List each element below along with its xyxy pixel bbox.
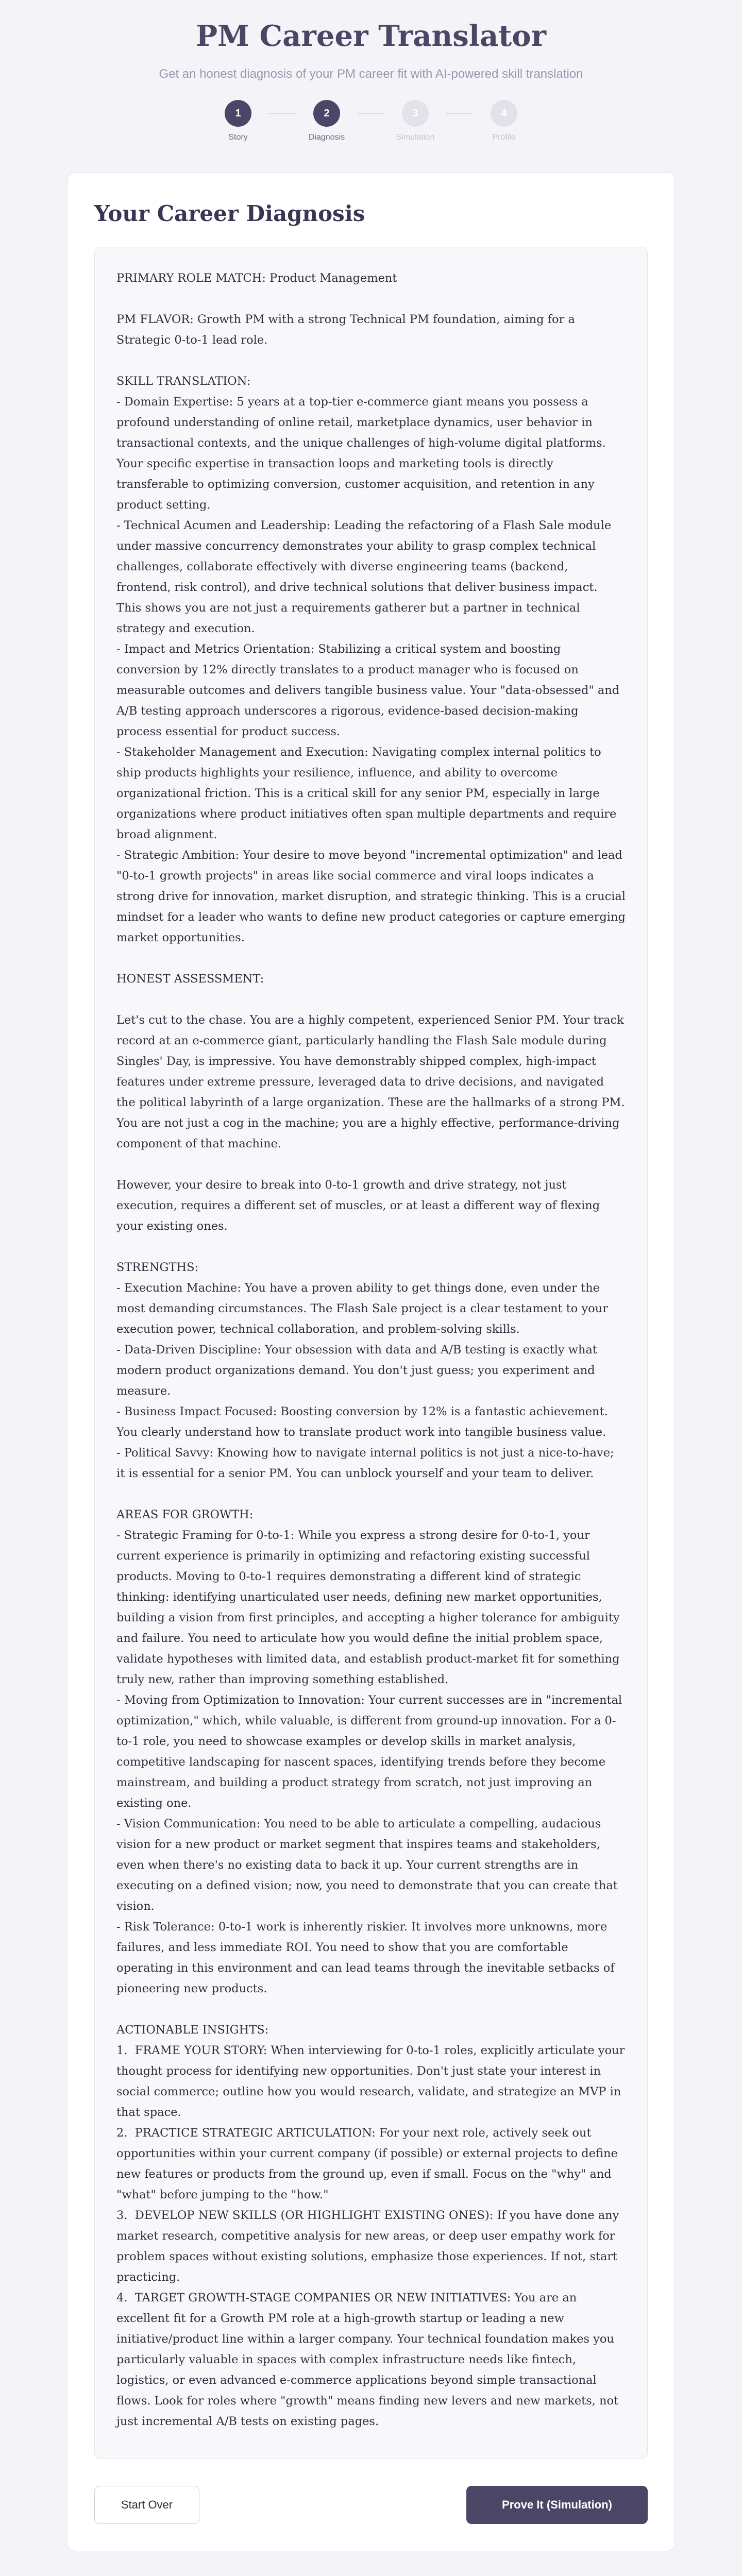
- step-connector: [446, 113, 473, 114]
- step-diagnosis[interactable]: [296, 100, 358, 142]
- step-number: 2: [313, 100, 340, 127]
- step-simulation: [384, 100, 446, 142]
- step-label: Profile: [492, 133, 516, 142]
- progress-stepper: [0, 100, 742, 142]
- step-number: 4: [491, 100, 517, 127]
- diagnosis-title: Your Career Diagnosis: [94, 201, 365, 226]
- start-over-button[interactable]: Start Over: [94, 2486, 199, 2524]
- diagnosis-text: PRIMARY ROLE MATCH: Product Management PM FLAVOR: Growth PM with a strong Technical PM foundation, aiming for a Strategic 0-to-1 lead role. SKILL TRANSLATION: - Domain Expertise: 5 years at a top-tier e-commerce giant means you possess a profound understanding of online retail, marketplace dynamics, user behavior in transactional contexts, and the unique challenges of high-volume digital platforms. Your specific expertise in transaction loops and marketing tools is directly transferable to optimizing conversion, customer acquisition, and retention in any product setting. - Technical Acumen and Leadership: Leading the refactoring of a Flash Sale module under massive concurrency demonstrates your ability to grasp complex technical challenges, collaborate effectively with diverse engineering teams (backend, frontend, risk control), and drive technical solutions that deliver business impact. This shows you are not just a requirements gatherer but a partner in technical strategy and execution. - Impact and Metrics Orientation: Stabilizing a critical system and boosting conversion by 12% directly translates to a product manager who is focused on measurable outcomes and delivers tangible business value. Your "data-obsessed" and A/B testing approach underscores a rigorous, evidence-based decision-making process essential for product success. - Stakeholder Management and Execution: Navigating complex internal politics to ship products highlights your resilience, influence, and ability to overcome organizational friction. This is a critical skill for any senior PM, especially in large organizations where product initiatives often span multiple departments and require broad alignment. - Strategic Ambition: Your desire to move beyond "incremental optimization" and lead "0-to-1 growth projects" in areas like social commerce and viral loops indicates a strong drive for innovation, market disruption, and strategic thinking. This is a crucial mindset for a leader who wants to define new product categories or capture emerging market opportunities. HONEST ASSESSMENT: Let's cut to the chase. You are a highly competent, experienced Senior PM. Your track record at an e-commerce giant, particularly handling the Flash Sale module during Singles' Day, is impressive. You have demonstrably shipped complex, high-impact features under extreme pressure, leveraged data to drive decisions, and navigated the political labyrinth of a large organization. These are the hallmarks of a strong PM. You are not just a cog in the machine; you are a highly effective, performance-driving component of that machine. However, your desire to break into 0-to-1 growth and drive strategy, not just execution, requires a different set of muscles, or at least a different way of flexing your existing ones. STRENGTHS: - Execution Machine: You have a proven ability to get things done, even under the most demanding circumstances. The Flash Sale project is a clear testament to your execution power, technical collaboration, and problem-solving skills. - Data-Driven Discipline: Your obsession with data and A/B testing is exactly what modern product organizations demand. You don't just guess; you experiment and measure. - Business Impact Focused: Boosting conversion by 12% is a fantastic achievement. You clearly understand how to translate product work into tangible business value. - Political Savvy: Knowing how to navigate internal politics is not just a nice-to-have; it is essential for a senior PM. You can unblock yourself and your team to deliver. AREAS FOR GROWTH: - Strategic Framing for 0-to-1: While you express a strong desire for 0-to-1, your current experience is primarily in optimizing and refactoring existing successful products. Moving to 0-to-1 requires demonstrating a different kind of strategic thinking: identifying unarticulated user needs, defining new market opportunities, building a vision from first principles, and accepting a higher tolerance for ambiguity and failure. You need to articulate how you would define the initial problem space, validate hypotheses with limited data, and establish product-market fit for something truly new, rather than improving something established. - Moving from Optimization to Innovation: Your current successes are in "incremental optimization," which, while valuable, is different from ground-up innovation. For a 0-to-1 role, you need to showcase examples or develop skills in market analysis, competitive landscaping for nascent spaces, identifying trends before they become mainstream, and building a product strategy from scratch, not just improving an existing one. - Vision Communication: You need to be able to articulate a compelling, audacious vision for a new product or market segment that inspires teams and stakeholders, even when there's no existing data to back it up. Your current strengths are in executing on a defined vision; now, you need to demonstrate that you can create that vision. - Risk Tolerance: 0-to-1 work is inherently riskier. It involves more unknowns, more failures, and less immediate ROI. You need to show that you are comfortable operating in this environment and can lead teams through the inevitable setbacks of pioneering new products. ACTIONABLE INSIGHTS: 1. FRAME YOUR STORY: When interviewing for 0-to-1 roles, explicitly articulate your thought process for identifying new opportunities. Don't just state your interest in social commerce; outline how you would research, validate, and strategize an MVP in that space. 2. PRACTICE STRATEGIC ARTICULATION: For your next role, actively seek out opportunities within your current company (if possible) or external projects to define new features or products from the ground up, even if small. Focus on the "why" and "what" before jumping to the "how." 3. DEVELOP NEW SKILLS (OR HIGHLIGHT EXISTING ONES): If you have done any market research, competitive analysis for new areas, or deep user empathy work for problem spaces without existing solutions, emphasize those experiences. If not, start practicing. 4. TARGET GROWTH-STAGE COMPANIES OR NEW INITIATIVES: You are an excellent fit for a Growth PM role at a high-growth startup or leading a new initiative/product line within a larger company. Your technical foundation makes you particularly valuable in spaces with complex infrastructure needs like fintech, logistics, or even advanced e-commerce applications beyond simple transactional flows. Look for roles where "growth" means finding new levers and new markets, not just incremental A/B tests on existing pages.: [94, 247, 648, 2459]
- step-connector: [358, 113, 384, 114]
- header: [0, 18, 742, 82]
- diagnosis-card: [67, 172, 675, 2551]
- step-label: Story: [228, 133, 248, 142]
- action-bar: [94, 2486, 648, 2524]
- app-subtitle: Get an honest diagnosis of your PM career fit with AI-powered skill translation: [159, 67, 583, 81]
- step-number: 3: [402, 100, 429, 127]
- step-profile: [473, 100, 535, 142]
- step-label: Simulation: [396, 133, 435, 142]
- step-label: Diagnosis: [308, 133, 345, 142]
- step-story[interactable]: [207, 100, 269, 142]
- step-connector: [269, 113, 296, 114]
- app-title: PM Career Translator: [195, 19, 547, 53]
- step-number: 1: [225, 100, 251, 127]
- prove-it-simulation-button[interactable]: Prove It (Simulation): [466, 2486, 648, 2524]
